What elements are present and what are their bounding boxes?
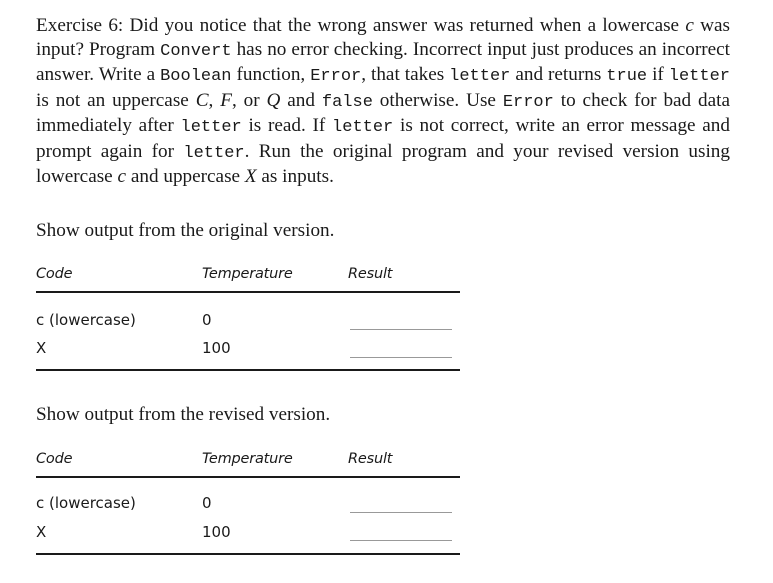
exercise-text: and uppercase bbox=[126, 166, 245, 187]
col-header-temperature: Temperature bbox=[202, 266, 293, 282]
exercise-text: and bbox=[280, 89, 322, 111]
col-header-code: Code bbox=[36, 451, 73, 467]
row-code: c (lowercase) bbox=[36, 494, 136, 512]
exercise-var-Q: Q bbox=[266, 89, 281, 111]
code-boolean: Boolean bbox=[160, 67, 232, 86]
exercise-var-c: c bbox=[685, 15, 694, 36]
row-code: c (lowercase) bbox=[36, 311, 136, 329]
code-error: Error bbox=[502, 92, 554, 112]
col-header-temperature: Temperature bbox=[202, 451, 293, 467]
footer-rule bbox=[36, 369, 460, 371]
revised-section-title: Show output from the revised version. bbox=[36, 404, 331, 425]
code-convert: Convert bbox=[160, 41, 232, 61]
col-header-code: Code bbox=[36, 266, 73, 282]
row-code: X bbox=[36, 523, 47, 541]
code-letter: letter bbox=[449, 67, 511, 86]
row-temperature: 100 bbox=[202, 339, 231, 357]
exercise-text: is read. If bbox=[241, 115, 333, 136]
exercise-text: function, bbox=[231, 64, 311, 85]
exercise-text: , bbox=[208, 89, 221, 111]
exercise-text: . Run the original program and your revised version using lowercase bbox=[36, 140, 730, 187]
result-blank-line[interactable] bbox=[350, 329, 452, 330]
code-letter: letter bbox=[183, 143, 245, 163]
exercise-var-X: X bbox=[244, 166, 257, 187]
exercise-text: as inputs. bbox=[256, 166, 334, 187]
code-letter: letter bbox=[180, 118, 242, 137]
result-blank-line[interactable] bbox=[350, 512, 452, 513]
code-error: Error bbox=[310, 67, 362, 86]
exercise-label: Exercise 6: bbox=[36, 15, 124, 36]
row-temperature: 0 bbox=[202, 311, 212, 329]
row-temperature: 0 bbox=[202, 494, 212, 512]
revised-output-table bbox=[36, 451, 460, 561]
col-header-result: Result bbox=[348, 266, 393, 282]
result-blank-line[interactable] bbox=[350, 540, 452, 541]
exercise-text: to check for bad data immediately after bbox=[36, 89, 731, 136]
exercise-var-C: C bbox=[195, 89, 209, 111]
original-output-table bbox=[36, 266, 460, 376]
exercise-text: Did you notice that the wrong answer was returned when a lowercase bbox=[123, 15, 686, 36]
exercise-text: otherwise. Use bbox=[372, 89, 503, 111]
exercise-text: , or bbox=[231, 89, 267, 111]
code-letter: letter bbox=[668, 67, 730, 86]
exercise-text: and returns bbox=[510, 64, 607, 85]
code-false: false bbox=[321, 92, 373, 112]
exercise-text: is not correct, write an error message and prompt again for bbox=[36, 115, 730, 162]
exercise-text: is not an uppercase bbox=[36, 89, 196, 111]
header-rule bbox=[36, 476, 460, 478]
exercise-text: was input? Program bbox=[36, 15, 730, 60]
exercise-var-c: c bbox=[117, 166, 127, 187]
exercise-paragraph bbox=[36, 14, 730, 189]
result-blank-line[interactable] bbox=[350, 357, 452, 358]
exercise-text: , that takes bbox=[361, 64, 450, 85]
header-rule bbox=[36, 291, 460, 293]
row-temperature: 100 bbox=[202, 523, 231, 541]
footer-rule bbox=[36, 553, 460, 555]
exercise-var-F: F bbox=[220, 89, 232, 111]
code-letter: letter bbox=[332, 118, 394, 137]
code-true: true bbox=[606, 67, 648, 86]
row-code: X bbox=[36, 339, 47, 357]
exercise-text: if bbox=[647, 64, 669, 85]
original-section-title: Show output from the original version. bbox=[36, 220, 335, 241]
exercise-text: has no error checking. Incorrect input just produces an incorrect answer. Write a bbox=[36, 38, 730, 85]
col-header-result: Result bbox=[348, 451, 393, 467]
